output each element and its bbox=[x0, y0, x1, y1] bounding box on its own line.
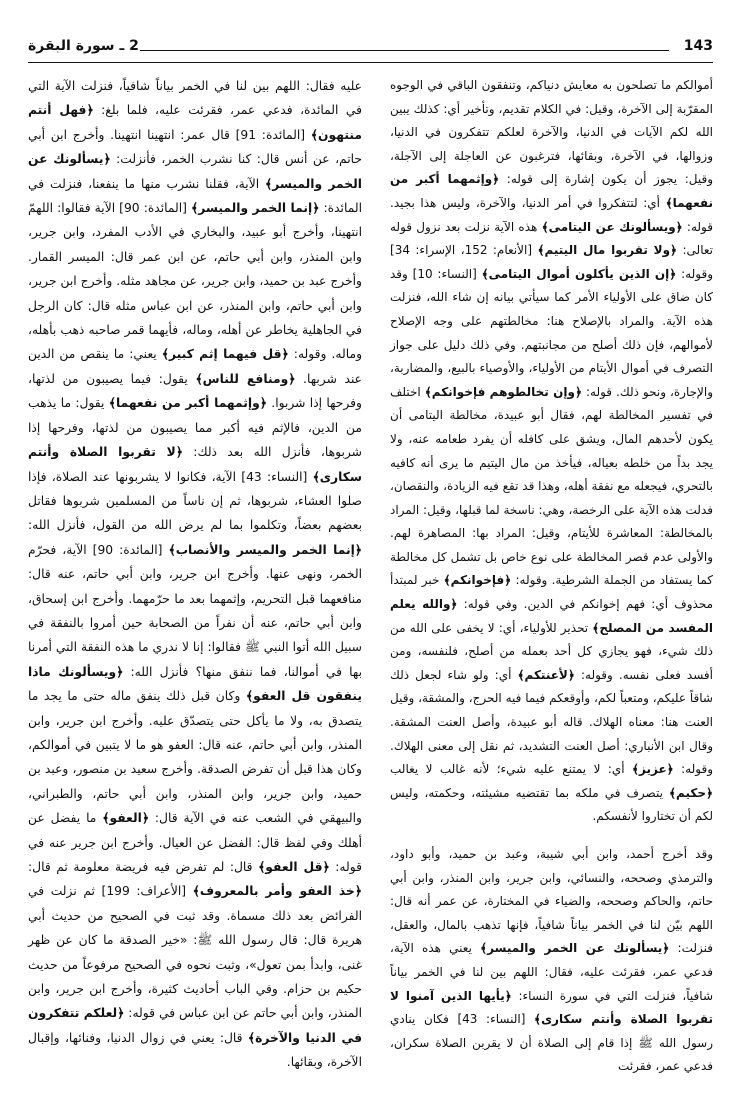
commentary-text: يقول: ما يذهب من الدين، فالإثم فيه أكبر مما يصيبون من لذتها، وفرحها إذا شربوها، فأنزل الله بعد ذلك: bbox=[28, 396, 362, 460]
commentary-text: تحذير للأولياء، أي: لا يخفى على الله من ذلك شيء، فهو يجازي كل أحد بعمله من أصلح، فلنفسه، ومن أفسد فعلى نفسه. وقوله: bbox=[390, 620, 713, 682]
header-rule bbox=[140, 50, 669, 51]
quran-verse-quote: ﴿إن الذين يأكلون أموال اليتامى﴾ bbox=[481, 266, 677, 281]
quran-verse-quote: ﴿لعلكم تتفكرون في الدنيا والآخرة﴾ bbox=[28, 1006, 362, 1045]
quran-verse-quote: ﴿والله يعلم المفسد من المصلح﴾ bbox=[390, 597, 713, 635]
commentary-text: هذه الآية نزلت بعد نزول قوله تعالى: bbox=[390, 219, 713, 258]
text-paragraph bbox=[390, 74, 713, 829]
text-paragraph bbox=[28, 74, 362, 1075]
quran-verse-quote: ﴿إنما الخمر والميسر﴾ bbox=[191, 201, 320, 216]
quran-verse-quote: ﴿وإن تخالطوهم فإخوانكم﴾ bbox=[424, 384, 582, 399]
commentary-text: [النساء: 43] فكان ينادي رسول الله ﷺ إذا قام إلى الصلاة أن لا يقربن الصلاة سكران، فدعي عمر، فقرئت bbox=[390, 1012, 713, 1074]
text-paragraph bbox=[390, 843, 713, 1079]
commentary-text: قال: يعني في زوال الدنيا، وفنائها، وإقبال الآخرة، وبقائها. bbox=[28, 1030, 362, 1070]
quran-verse-quote: ﴿فهل أنتم منتهون﴾ bbox=[28, 103, 362, 142]
quran-verse-quote: ﴿لأعنتكم﴾ bbox=[517, 667, 575, 682]
commentary-text: الآية، فقلنا نشرب منها ما ينفعنا، فنزلت في المائدة: bbox=[28, 176, 362, 216]
commentary-text: [الأنعام: 152، الإسراء: 34] وقوله: bbox=[390, 243, 713, 281]
commentary-text: [النساء: 10] وقد كان ضاق على الأولياء الأمر كما سيأتي بيانه إن شاء الله، فنزلت هذه الآية. والمراد بالإصلاح هنا: مخالطتهم على وجه الإصلاح لأموالهم، فإن ذلك أصلح من مجانبتهم. وفي ذلك دليل على جواز التصرف في أموال الأيتام من الأولياء، والأوصياء بالبيع، والمضاربة، والإجارة، ونحو ذلك. قوله: bbox=[390, 266, 713, 399]
right-text-column bbox=[390, 74, 713, 1079]
commentary-text: يعني: ما ينقص من الدين عند شربها. bbox=[28, 347, 363, 386]
quran-verse-quote: ﴿إنما الخمر والميسر والأنصاب﴾ bbox=[168, 542, 362, 557]
quran-verse-quote: ﴿وإثمهما أكبر من نفعهما﴾ bbox=[390, 172, 713, 210]
quran-verse-quote: ﴿خذ العفو وأمر بالمعروف﴾ bbox=[192, 884, 362, 899]
page-header bbox=[28, 38, 713, 60]
commentary-text: يتصرف في ملكه بما تقتضيه مشيئته، وحكمته، وليس لكم أن تختاروا لأنفسكم. bbox=[390, 785, 713, 824]
commentary-text: قال: لم تفرض فيه فريضة معلومة ثم قال: bbox=[28, 860, 259, 874]
left-text-column bbox=[28, 74, 362, 1075]
commentary-text: خبر لمبتدأ محذوف أي: فهم إخوانكم في الدين. وفي قوله: bbox=[390, 573, 713, 612]
commentary-text: ما يفضل عن أهلك وفي لفظ قال: الفضل عن العيال. وأخرج ابن جرير عنه في قوله: bbox=[28, 811, 362, 874]
commentary-text: أي: لا يمتنع عليه شيء؛ لأنه غالب لا يغالب bbox=[390, 762, 633, 777]
commentary-text: عليه فقال: اللهم بين لنا في الخمر بياناً شافياً، فنزلت الآية التي في المائدة، فدعي عمر، فقرئت عليه، فلما بلغ: bbox=[28, 79, 362, 118]
quran-verse-quote: ﴿قل العفو﴾ bbox=[258, 860, 330, 874]
quran-verse-quote: ﴿يسألونك عن الخمر والميسر﴾ bbox=[28, 152, 362, 191]
commentary-text: أي: ولو شاء لجعل ذلك شاقاً عليكم، ومتعباً لكم، وأوقعكم فيما فيه الحرج، والمشقة، وقيل العنت هنا: معناه الهلاك. قاله أبو عبيدة، وأصل العنت المشقة. وقال ابن الأنباري: أصل العنت التشديد، ثم نقل إلى معنى الهلاك. وقوله: bbox=[390, 667, 713, 777]
quran-verse-quote: ﴿وإثمهما أكبر من نفعهما﴾ bbox=[108, 396, 267, 411]
surah-title: 2 ـ سورة البقرة bbox=[28, 38, 139, 54]
commentary-text: [المائدة: 91] قال عمر: انتهينا انتهينا. وأخرج ابن أبي حاتم، عن أنس قال: كنا نشرب الخمر، فأنزلت: bbox=[28, 127, 362, 167]
header-divider bbox=[28, 62, 713, 63]
commentary-text: وكان قبل ذلك ينفق ماله حتى ما يجد ما يتصدق به، ولا ما يأكل حتى يتصدّق عليه. وأخرج ابن جرير، وابن المنذر، وابن أبي حاتم، عنه قال: العفو هو ما لا يتبين في أموالكم، وكان هذا قبل أن تفرض الصدقة. وأخرج سعيد بن منصور، وعبد بن حميد، وابن جرير، وابن المنذر، وابن أبي حاتم، والطبراني، والبيهقي في الشعب عنه في الآية قال: bbox=[28, 689, 362, 826]
commentary-text: [الأعراف: 199] ثم نزلت في الفرائض بعد ذلك مسماة. وقد ثبت في الصحيح من حديث أبي هريرة قال: قال رسول الله ﷺ: «خير الصدقة ما كان عن ظهر غنى، وابدأ بمن تعول»، وثبت نحوه في الصحيح مرفوعاً من حديث حكيم بن حزام. وفي الباب أحاديث كثيرة، وأخرج ابن جرير، وابن المنذر، وابن أبي حاتم عن ابن عباس في قوله: bbox=[28, 884, 363, 1021]
quran-verse-quote: ﴿ويسألونك عن اليتامى﴾ bbox=[541, 219, 683, 234]
commentary-text: وقد أخرج أحمد، وابن أبي شيبة، وعبد بن حميد، وأبو داود، والترمذي وصححه، والنسائي، وابن جرير، وابن المنذر، وابن أبي حاتم، والحاكم وصححه، والضياء في المختارة، عن عمر أنه قال: اللهم بيّن لنا في الخمر بياناً شافياً، فإنها تذهب بالمال، والعقل، فنزلت: bbox=[390, 847, 714, 956]
commentary-text: أي: لتتفكروا في أمر الدنيا، والآخرة، وليس هذا بجيد. قوله: bbox=[390, 195, 713, 234]
commentary-text: [النساء: 43] الآية، فكانوا لا يشربونها عند الصلاة، فإذا صلوا العشاء، شربوها، ثم إن ناساً من المسلمين شربوها فقاتل بعضهم بعضاً، وتكلموا بما لم يرض الله من القول، فأنزل الله: bbox=[28, 469, 362, 533]
quran-verse-quote: ﴿فإخوانكم﴾ bbox=[443, 573, 512, 588]
quran-verse-quote: ﴿لا تقربوا الصلاة وأنتم سكارى﴾ bbox=[28, 445, 362, 484]
quran-verse-quote: ﴿يأيها الذين آمنوا لا تقربوا الصلاة وأنتم سكارى﴾ bbox=[390, 988, 714, 1027]
commentary-text: [المائدة: 90] الآية فقالوا: اللهمّ انتهينا، وأخرج أبو عبيد، والبخاري في الأدب المفرد، وابن جرير، وابن المنذر، وابن أبي حاتم، عن ابن عمر قال: الميسر القمار. وأخرج عبد بن حميد، وابن جرير، عن مجاهد مثله. وأخرج ابن جرير، وابن أبي حاتم، وابن المنذر، عن ابن عباس مثله قال: كان الرجل في الجاهلية يخاطر عن أهله، وماله، فأيهما قمر صاحبه ذهب بأهله، وماله. وقوله: bbox=[28, 201, 363, 362]
commentary-text: اختلف في تفسير المخالطة لهم، فقال أبو عبيدة، مخالطة اليتامى أن يكون لأحدهم المال، ويشق على كافله أن يفرد طعامه عنه، ولا يجد بداً من خلطه بعياله، فيأخذ من مال اليتيم ما يرى أنه كافيه بالتحري، فيجعله مع نفقة أهله، وهذا قد تقع فيه الزيادة، والنقصان، فدلت هذه الآية على الرخصة، وهي: ناسخة لما قبلها، وقيل: المراد بالمخالطة: المعاشرة للأيتام، وقيل: المراد بها: المصاهرة لهم. والأولى عدم قصر المخالطة على نوع خاص بل تشمل كل مخالطة كما يستفاد من الجملة الشرطية. وقوله: bbox=[390, 384, 713, 588]
quran-verse-quote: ﴿عزيز﴾ bbox=[632, 762, 674, 777]
quran-verse-quote: ﴿ولا تقربوا مال اليتيم﴾ bbox=[537, 243, 678, 258]
commentary-text: أموالكم ما تصلحون به معايش دنياكم، وتنفقون الباقي في الوجوه المقرّبة إلى الآخرة، وقيل: في الكلام تقديم، وتأخير أي: كذلك يبين الله لكم الآيات في الدنيا، والآخرة لعلكم تتفكرون في الدنيا، وزوالها، في الآخرة، وبقائها، فترغبون عن العاجلة إلى الآجلة، وقيل: يجوز أن يكون إشارة إلى قوله: bbox=[390, 78, 713, 187]
quran-verse-quote: ﴿ومنافع للناس﴾ bbox=[195, 371, 296, 386]
commentary-text: يعني هذه الآية، فدعي عمر، فقرئت عليه، فقال: اللهم بين لنا في الخمر بياناً شافياً، فنزلت التي في سورة النساء: bbox=[390, 941, 713, 1003]
quran-verse-quote: ﴿قل فيهما إثم كبير﴾ bbox=[161, 347, 289, 362]
commentary-text: يقول: فيما يصيبون من لذتها، وفرحها إذا شربوا. bbox=[28, 371, 362, 411]
quran-verse-quote: ﴿يسألونك عن الخمر والميسر﴾ bbox=[480, 941, 670, 956]
quran-verse-quote: ﴿حكيم﴾ bbox=[669, 785, 713, 800]
commentary-text: [المائدة: 90] الآية، فحرّم الخمر، ونهى عنها. وأخرج ابن جرير، وابن أبي حاتم، عنه قال: منافعهما قبل التحريم، وإثمهما بعد ما حرّمهما. وأخرج ابن إسحاق، وابن أبي حاتم، عنه أن نفراً من الصحابة حين أمروا بالنفقة في سبيل الله أتوا النبي ﷺ فقالوا: إنا لا ندري ما هذه النفقة التي أمرنا بها في أموالنا، فما ننفق منها؟ فأنزل الله: bbox=[28, 542, 363, 679]
quran-verse-quote: ﴿العفو﴾ bbox=[102, 811, 150, 826]
page-number: 143 bbox=[683, 38, 713, 54]
quran-verse-quote: ﴿ويسألونك ماذا ينفقون قل العفو﴾ bbox=[28, 664, 363, 704]
